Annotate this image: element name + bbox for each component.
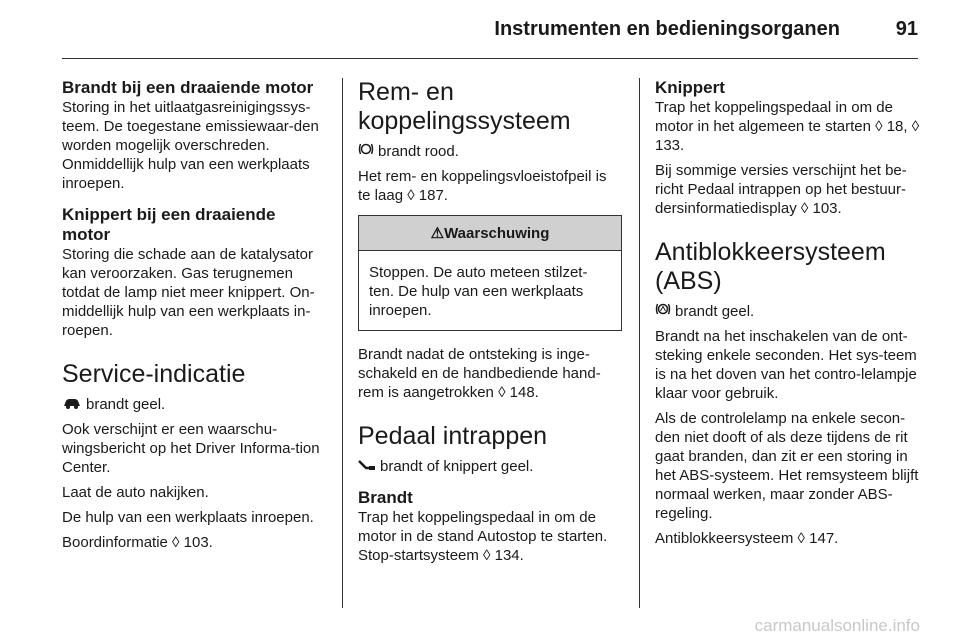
paragraph: Brandt na het inschakelen van de ont-steking enkele seconden. Het sys-teem is na het doven van het contro-lelampje klaar voor gebruik. xyxy=(655,328,917,402)
paragraph: Het rem- en koppelingsvloeistofpeil is te laag ◊ 187. xyxy=(358,168,607,204)
brake-icon xyxy=(358,142,374,161)
paragraph: Trap het koppelingspedaal in om de motor in de stand Autostop te starten. Stop-startsysteem ◊ 134. xyxy=(358,509,608,564)
warning-title: ⚠Waarschuwing xyxy=(359,216,621,251)
paragraph: Trap het koppelingspedaal in om de motor in het algemeen te starten ◊ 18, ◊ 133. xyxy=(655,99,920,154)
page-number: 91 xyxy=(895,18,918,40)
paragraph: Bij sommige versies verschijnt het be-richt Pedaal intrappen op het bestuur-dersinformatiedisplay ◊ 103. xyxy=(655,162,907,217)
cross-reference[interactable]: Boordinformatie ◊ 103. xyxy=(62,534,213,551)
section-title: Pedaal intrappen xyxy=(358,422,548,450)
cross-reference[interactable]: Antiblokkeersysteem ◊ 147. xyxy=(655,530,839,547)
paragraph: Laat de auto nakijken. xyxy=(62,484,209,501)
section-heading: Knippert xyxy=(655,78,725,97)
column-middle xyxy=(358,78,622,565)
page-title: Instrumenten en bedieningsorganen xyxy=(494,18,840,40)
section-heading: Brandt xyxy=(358,488,413,507)
pedal-icon xyxy=(358,457,376,476)
abs-icon xyxy=(655,302,671,321)
page-header xyxy=(0,0,960,60)
paragraph: brandt geel. xyxy=(62,395,328,414)
section-title: Service-indicatie xyxy=(62,360,246,388)
paragraph: brandt of knippert geel. xyxy=(358,457,622,476)
column-left xyxy=(62,78,328,552)
column-divider xyxy=(342,78,343,608)
section-title: Antiblokkeersysteem (ABS) xyxy=(655,238,886,295)
column-right xyxy=(655,78,921,548)
section-heading: Knippert bij een draaiende motor xyxy=(62,205,276,244)
warning-text: Stoppen. De auto meteen stilzet-ten. De hulp van een werkplaats inroepen. xyxy=(369,264,588,319)
paragraph: Brandt nadat de ontsteking is inge-schakeld en de handbediende hand-rem is aangetrokken ◊ 148. xyxy=(358,346,601,401)
paragraph: brandt geel. xyxy=(655,302,921,321)
paragraph: brandt rood. xyxy=(358,142,622,161)
paragraph: Storing die schade aan de katalysator kan veroorzaken. Gas terugnemen totdat de lamp niet meer knippert. On-middellijk hulp van een werkplaats in-roepen. xyxy=(62,246,315,339)
warning-box xyxy=(358,215,622,331)
column-divider xyxy=(639,78,640,608)
section-heading: Brandt bij een draaiende motor xyxy=(62,78,314,97)
paragraph: De hulp van een werkplaats inroepen. xyxy=(62,509,314,526)
header-rule xyxy=(62,58,918,59)
paragraph: Als de controlelamp na enkele secon-den niet dooft of als deze tijdens de rit gaat branden, dan zit er een storing in het ABS-systeem. Het remsysteem blijft normaal werken, maar zonder ABS-regeling. xyxy=(655,410,919,522)
paragraph: Ook verschijnt er een waarschu-wingsbericht op het Driver Informa-tion Center. xyxy=(62,421,320,476)
watermark: carmanualsonline.info xyxy=(754,616,920,635)
section-title: Rem- en koppelingssysteem xyxy=(358,78,571,135)
car-wrench-icon xyxy=(62,395,82,414)
paragraph: Storing in het uitlaatgasreinigingssys-teem. De toegestane emissiewaar-den worden mogelijk overschreden. Onmiddellijk hulp van een werkplaats inroepen. xyxy=(62,99,319,192)
